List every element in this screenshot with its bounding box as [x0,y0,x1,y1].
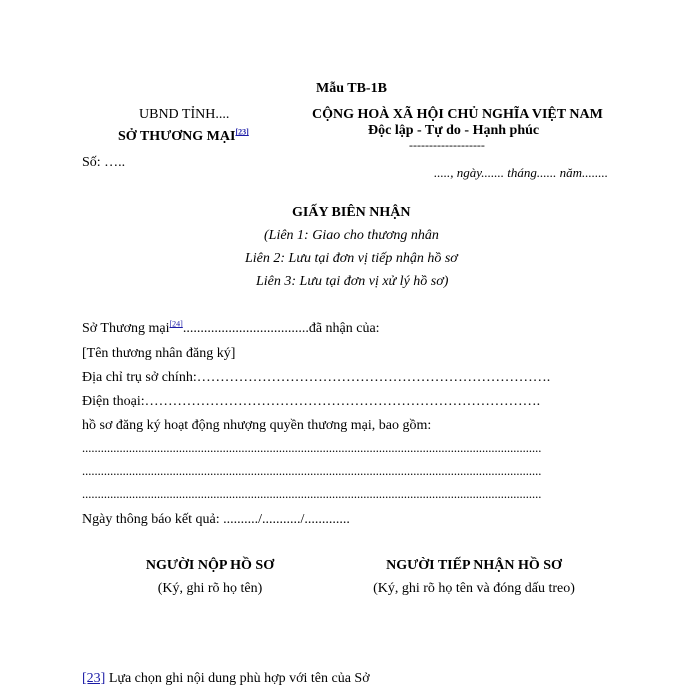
document-number: Số: ….. [82,155,126,170]
receiver-note: (Ký, ghi rõ họ tên và đóng dấu treo) [373,581,575,596]
department-label: SỞ THƯƠNG MẠI [118,129,236,144]
document-title: GIẤY BIÊN NHẬN [292,205,411,220]
form-code: Mẫu TB-1B [316,81,387,96]
footnote-ref-23[interactable]: [23] [235,127,249,137]
date-line: ....., ngày....... tháng...... năm........ [434,165,609,180]
dossier-line: hồ sơ đăng ký hoạt động nhượng quyền thương mại, bao gồm: [82,418,432,433]
copy-line-2: Liên 2: Lưu tại đơn vị tiếp nhận hồ sơ [245,251,458,266]
national-motto: Độc lập - Tự do - Hạnh phúc [368,123,540,138]
receiver-title: NGƯỜI TIẾP NHẬN HỒ SƠ [386,558,562,573]
province-committee: UBND TỈNH.... [139,107,230,122]
footnote [82,671,370,687]
submitter-note: (Ký, ghi rõ họ tên) [157,581,263,596]
received-prefix: Sở Thương mại [82,321,170,336]
footnote-text: Lựa chọn ghi nội dung phù hợp với tên của Sở [105,671,370,686]
dotted-line-3: ................................................................................................................................................... [82,487,542,501]
footnote-ref-24[interactable]: [24] [169,319,183,329]
national-title: CỘNG HOÀ XÃ HỘI CHỦ NGHĨA VIỆT NAM [312,107,603,122]
received-suffix: ....................................đã nhận của: [182,321,380,336]
copy-line-1: (Liên 1: Giao cho thương nhân [264,228,439,243]
address-field: Địa chỉ trụ sở chính:…………………………………………………………………. [82,370,551,385]
copy-line-3: Liên 3: Lưu tại đơn vị xử lý hồ sơ) [256,274,449,289]
result-date-line: Ngày thông báo kết quả: ........../.........../............. [82,512,350,527]
dotted-line-2: ................................................................................................................................................... [82,464,542,478]
footnote-link-23[interactable]: [23] [82,671,106,686]
motto-rule: ------------------- [409,138,485,152]
submitter-title: NGƯỜI NỘP HỒ SƠ [145,558,275,573]
merchant-name-field: [Tên thương nhân đăng ký] [82,346,236,361]
dotted-line-1: ................................................................................................................................................... [82,441,542,455]
received-line [82,321,380,337]
phone-field: Điện thoại:…………………………………………………………………………. [82,394,541,409]
department-name [118,129,249,145]
